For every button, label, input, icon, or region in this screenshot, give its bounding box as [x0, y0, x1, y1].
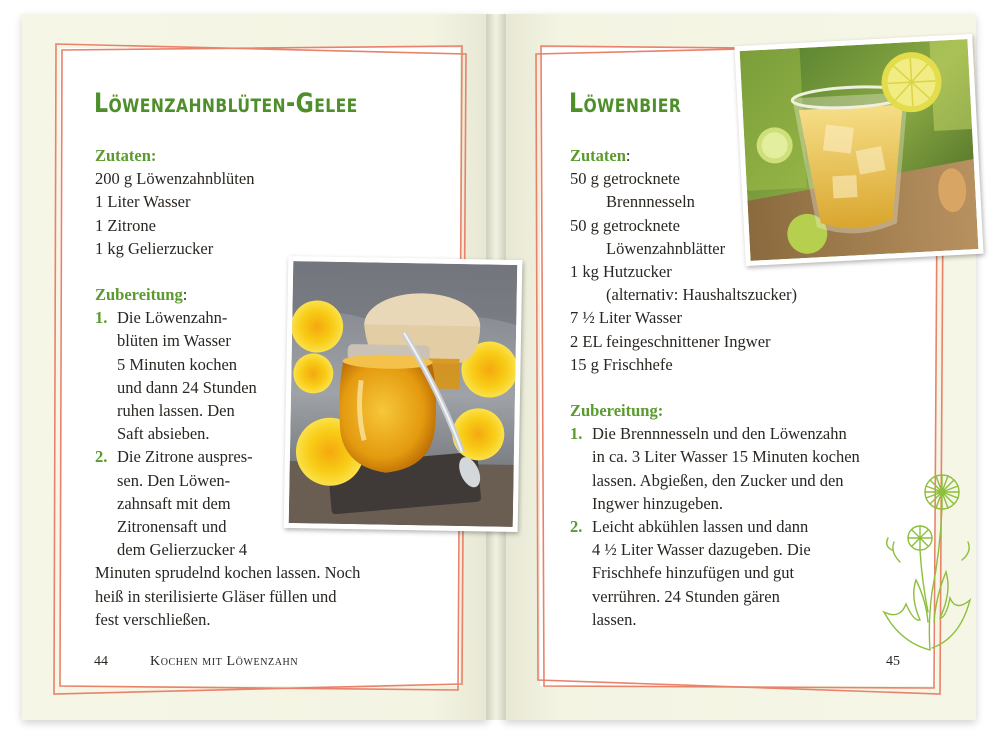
step-line: 2. Leicht abkühlen lassen und dann	[570, 517, 809, 537]
step-line: heiß in sterilisierte Gläser füllen und	[95, 586, 337, 606]
ingredient-item: 2 EL feingeschnittener Ingwer	[570, 331, 771, 351]
recipe-title: Löwenbier	[569, 88, 682, 119]
ingredient-item-cont: (alternativ: Haushaltszucker)	[606, 285, 798, 305]
step-line: zahnsaft mit dem	[117, 493, 231, 513]
honey-jar-photo	[284, 256, 523, 532]
step-line: 2. Die Zitrone auspres-	[95, 447, 253, 467]
running-head: Kochen mit Löwenzahn	[150, 654, 299, 669]
step-line: ruhen lassen. Den	[117, 401, 235, 421]
ingredient-item: 1 kg Gelierzucker	[95, 238, 214, 258]
step-line: dem Gelierzucker 4	[117, 540, 248, 560]
step-line: 1. Die Brennnesseln und den Löwenzahn	[570, 424, 847, 444]
ingredients-heading: Zutaten:	[95, 146, 157, 165]
step-line: Saft absieben.	[117, 424, 210, 444]
step-line: verrühren. 24 Stunden gären	[592, 586, 780, 606]
step-line: und dann 24 Stunden	[117, 377, 257, 397]
ingredient-item-cont: Brennnesseln	[606, 192, 695, 212]
ingredient-item: 15 g Frischhefe	[570, 354, 673, 374]
preparation-heading: Zubereitung:	[570, 401, 664, 421]
step-line: 4 ½ Liter Wasser dazugeben. Die	[592, 540, 811, 560]
step-line: lassen.	[592, 609, 637, 629]
step-line: Zitronensaft und	[117, 517, 227, 537]
ingredient-item-cont: Löwenzahnblätter	[606, 238, 726, 258]
step-line: Minuten sprudelnd kochen lassen. Noch	[95, 563, 361, 583]
preparation-heading: Zubereitung:	[95, 285, 188, 305]
ingredients-heading: Zutaten:	[570, 146, 631, 165]
step-line: fest verschließen.	[95, 609, 211, 629]
ingredient-item: 1 kg Hutzucker	[570, 262, 672, 282]
step-line: lassen. Abgießen, den Zucker und den	[592, 470, 844, 490]
ingredient-item: 50 g getrocknete	[570, 169, 680, 189]
step-line: 1. Die Löwenzahn-	[95, 308, 228, 328]
dandelion-beer-photo	[734, 34, 983, 266]
step-line: 5 Minuten kochen	[117, 354, 238, 374]
step-line: sen. Den Löwen-	[117, 470, 231, 490]
ingredient-item: 50 g getrocknete	[570, 215, 680, 235]
step-line: Ingwer hinzugeben.	[592, 493, 724, 513]
ingredient-item: 7 ½ Liter Wasser	[570, 308, 683, 328]
page-number-right: 45	[886, 654, 900, 669]
ingredient-item: 1 Liter Wasser	[95, 192, 191, 212]
step-line: blüten im Wasser	[117, 331, 231, 351]
ingredient-item: 200 g Löwenzahnblüten	[95, 169, 255, 189]
dandelion-illustration-icon	[870, 472, 980, 662]
step-line: Frischhefe hinzufügen und gut	[592, 563, 795, 583]
page-number-left: 44	[94, 654, 108, 669]
step-line: in ca. 3 Liter Wasser 15 Minuten kochen	[592, 447, 860, 467]
ingredient-item: 1 Zitrone	[95, 215, 156, 235]
recipe-title: Löwenzahnblüten-Gelee	[94, 88, 358, 119]
